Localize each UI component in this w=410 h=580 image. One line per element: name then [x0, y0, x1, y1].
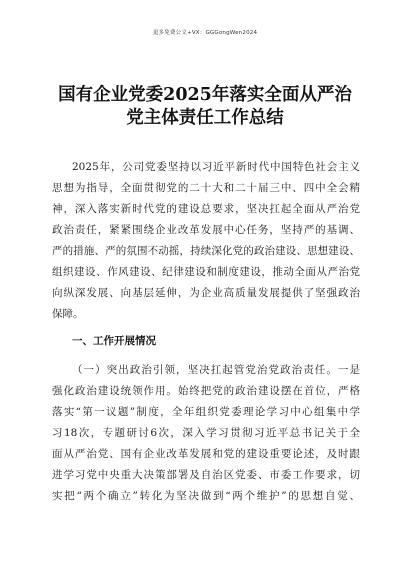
intro-line: 严的措施、严的氛围不动摇，持续深化党的政治建设、思想建设、 — [52, 245, 360, 257]
document-title-line-2: 党主体责任工作总结 — [126, 108, 284, 128]
intro-line: 思想为指导，全面贯彻党的二十大和二十届三中、四中全会精 — [52, 182, 360, 194]
body-line: 强化政治建设统领作用。始终把党的政治建设摆在首位，严格 — [52, 385, 360, 397]
header-note: 更多免费公文+VX：GGGongWen2024 — [152, 30, 258, 36]
intro-line: 组织建设、作风建设、纪律建设和制度建设，推动全面从严治党 — [52, 266, 360, 278]
body-line: （一）突出政治引领，坚决扛起管党治党政治责任。一是 — [72, 364, 360, 376]
body-line: 习18次，专题研讨6次，深入学习贯彻习近平总书记关于全 — [52, 427, 360, 439]
body-line: 面从严治党、国有企业改革发展和党的建设重要论述，及时跟 — [52, 448, 360, 460]
body-line: 进学习党中央重大决策部署及自治区党委、市委工作要求，切 — [52, 469, 360, 481]
document-title-line-1: 国有企业党委2025年落实全面从严治 — [58, 85, 352, 105]
intro-line: 向纵深发展、向基层延伸，为企业高质量发展提供了坚强政治 — [52, 287, 360, 299]
section-heading: 一、工作开展情况 — [72, 335, 156, 347]
intro-line: 政治责任，紧紧围绕企业改革发展中心任务，坚持严的基调、 — [52, 224, 360, 236]
intro-line: 神，深入落实新时代党的建设总要求，坚决扛起全面从严治党 — [52, 203, 360, 215]
intro-line: 保障。 — [52, 308, 84, 320]
body-line: 实把“两个确立”转化为坚决做到“两个维护”的思想自觉、 — [52, 490, 360, 502]
intro-line: 2025年，公司党委坚持以习近平新时代中国特色社会主义 — [72, 161, 360, 173]
body-line: 落实“第一议题”制度，全年组织党委理论学习中心组集中学 — [52, 406, 360, 418]
